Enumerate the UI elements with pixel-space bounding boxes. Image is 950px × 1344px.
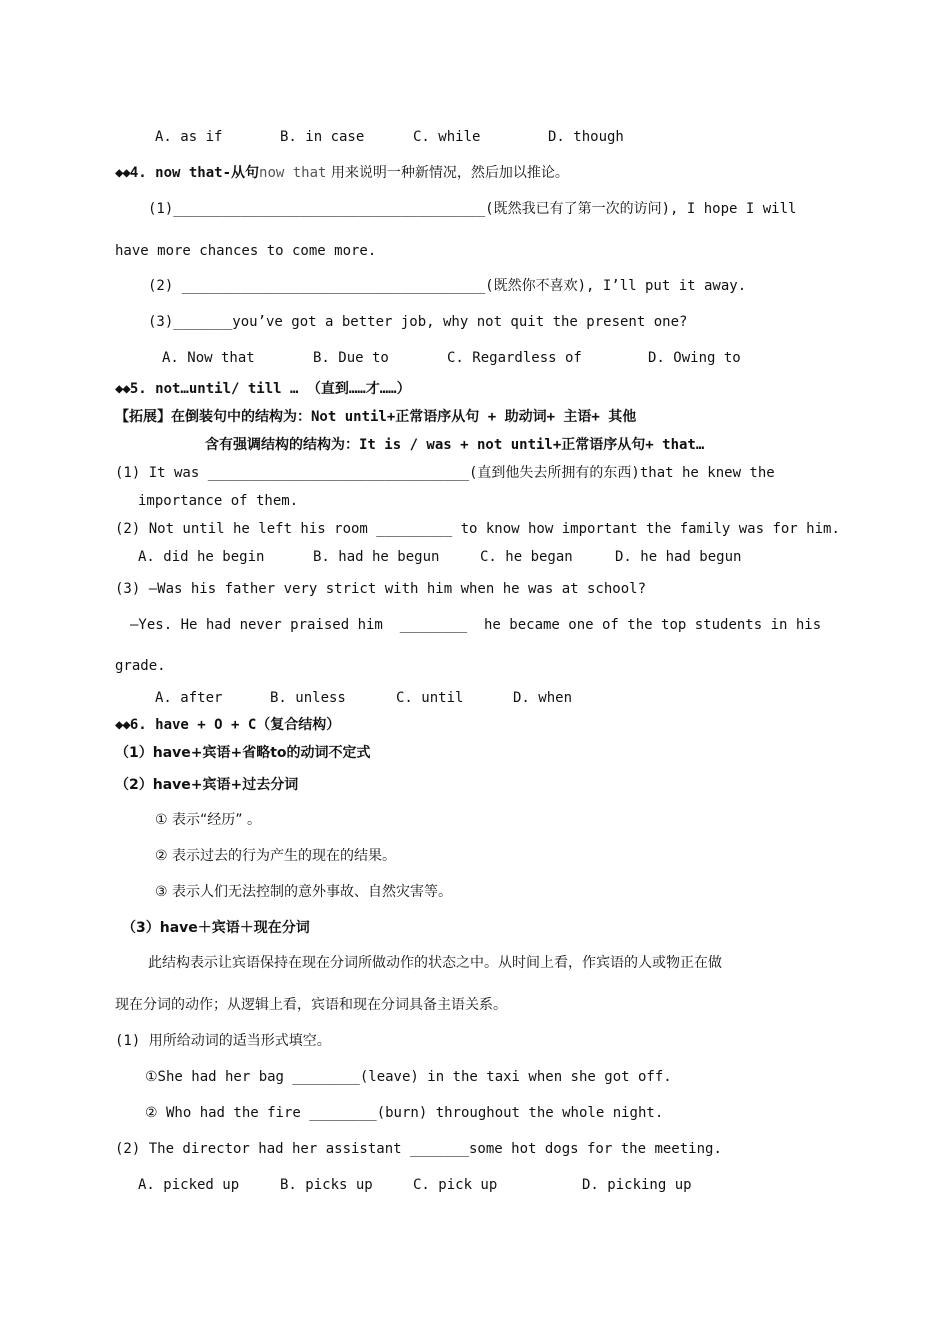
s5-extension-2: 含有强调结构的结构为：It is / was + not until+正常语序从句+ that… [205, 437, 705, 453]
s5-item-1: (1) It was _______________________________(直到他失去所拥有的东西)that he knew the [115, 465, 775, 481]
s6-sub-1: （1）have+宾语+省略to的动词不定式 [115, 745, 371, 761]
s4-item-3: (3)_______you’ve got a better job, why not quit the present one? [148, 314, 688, 330]
diamond-bullet-icon: ◆◆ [115, 717, 130, 733]
s6-point-1: ① 表示“经历” 。 [155, 812, 261, 828]
s4-option-b: B. Due to [313, 350, 389, 366]
s6-q2-option-a: A. picked up [138, 1177, 240, 1193]
s5-item-3-answer: —Yes. He had never praised him ________ he became one of the top students in his [130, 617, 822, 633]
s6-sub-2: （2）have+宾语+过去分词 [115, 777, 299, 793]
s6-exercise-2: ② Who had the fire ________(burn) throughout the whole night. [145, 1105, 664, 1121]
option-b: B. in case [280, 129, 365, 145]
s6-q2-option-c: C. pick up [413, 1177, 498, 1193]
s4-item-2: (2) ____________________________________(既然你不喜欢), I’ll put it away. [148, 278, 747, 294]
section-5-heading: ◆◆5. not…until/ till … （直到……才……） [115, 381, 411, 397]
s6-point-3: ③ 表示人们无法控制的意外事故、自然灾害等。 [155, 884, 452, 900]
s5-item-2-option-c: C. he began [480, 549, 573, 565]
s4-option-a: A. Now that [162, 350, 255, 366]
s5-item-2-option-d: D. he had begun [615, 549, 742, 565]
s4-option-d: D. Owing to [648, 350, 741, 366]
s5-item-1-cont: importance of them. [138, 493, 299, 509]
s5-extension-1: 【拓展】在倒装句中的结构为：Not until+正常语序从句 + 助动词+ 主语+ 其他 [115, 409, 637, 425]
s5-item-3-option-a: A. after [155, 690, 223, 706]
s5-item-3-question: (3) —Was his father very strict with him when he was at school? [115, 581, 647, 597]
option-d: D. though [548, 129, 624, 145]
section-4-heading: ◆◆4. now that-从句now that 用来说明一种新情况，然后加以推论。 [115, 165, 569, 181]
s6-q2-option-d: D. picking up [582, 1177, 692, 1193]
s6-point-2: ② 表示过去的行为产生的现在的结果。 [155, 848, 396, 864]
section-6-heading: ◆◆6. have + O + C（复合结构） [115, 717, 341, 733]
option-c: C. while [413, 129, 481, 145]
s6-question-2: (2) The director had her assistant _______some hot dogs for the meeting. [115, 1141, 722, 1157]
s5-item-2-option-a: A. did he begin [138, 549, 265, 565]
option-a: A. as if [155, 129, 223, 145]
s6-sub-3: （3）have＋宾语＋现在分词 [122, 920, 310, 936]
diamond-bullet-icon: ◆◆ [115, 381, 130, 397]
s4-option-c: C. Regardless of [447, 350, 582, 366]
s6-exercise-1: ①She had her bag ________(leave) in the taxi when she got off. [145, 1069, 672, 1085]
s4-item-1-cont: have more chances to come more. [115, 243, 377, 259]
s5-item-3-option-b: B. unless [270, 690, 346, 706]
s5-item-3-option-d: D. when [513, 690, 573, 706]
s5-item-3-cont: grade. [115, 658, 166, 674]
s5-item-2: (2) Not until he left his room _________ to know how important the family was for him. [115, 521, 840, 537]
s6-q2-option-b: B. picks up [280, 1177, 373, 1193]
s5-item-2-option-b: B. had he begun [313, 549, 440, 565]
s6-desc-2: 现在分词的动作；从逻辑上看，宾语和现在分词具备主语关系。 [115, 997, 507, 1013]
s6-desc-1: 此结构表示让宾语保持在现在分词所做动作的状态之中。从时间上看，作宾语的人或物正在做 [148, 955, 722, 971]
s5-item-3-option-c: C. until [396, 690, 464, 706]
diamond-bullet-icon: ◆◆ [115, 165, 130, 181]
s4-item-1: (1)_____________________________________(既然我已有了第一次的访问), I hope I will [148, 201, 797, 217]
s6-exercise-title: (1) 用所给动词的适当形式填空。 [115, 1033, 331, 1049]
